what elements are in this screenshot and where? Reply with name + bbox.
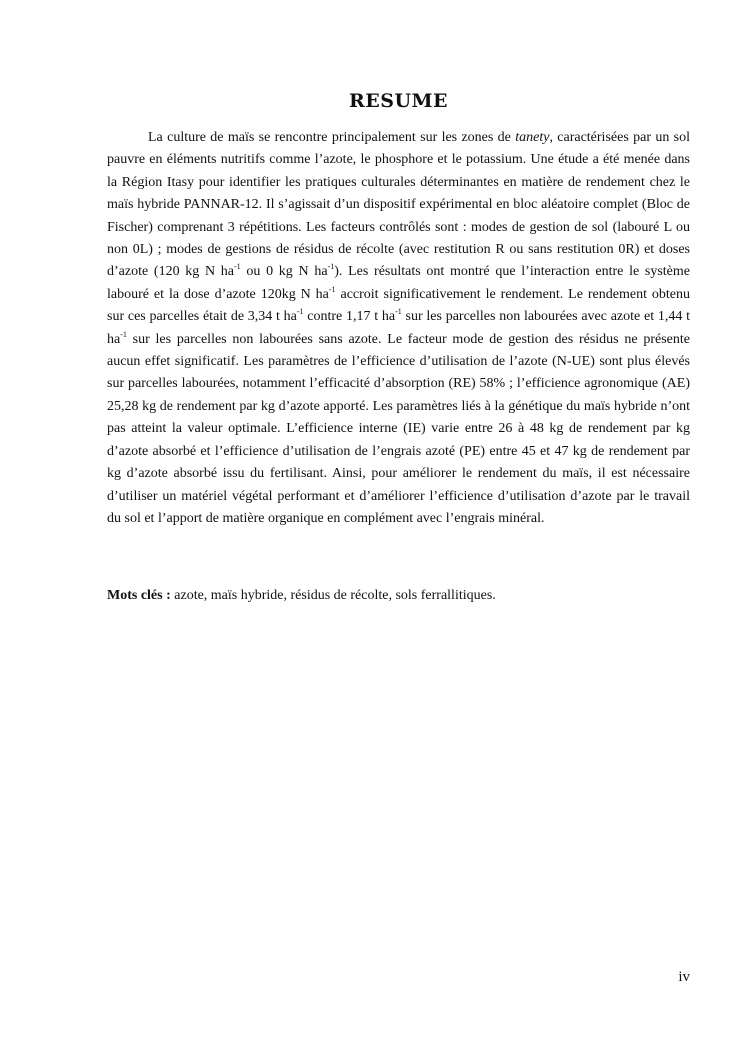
keywords-text: azote, maïs hybride, résidus de récolte, sols ferrallitiques. (170, 588, 496, 603)
abstract-text-6: contre 1,17 t ha (303, 309, 396, 325)
abstract-text-3: ou 0 kg N ha (240, 264, 328, 280)
abstract-text-7: sur les parcelles non labourées avec azote et 1,44 t ha (107, 309, 690, 347)
abstract-term-tanety: tanety (515, 130, 550, 145)
abstract-text-2: , caractérisées par un sol pauvre en éléments nutritifs comme l’azote, le phosphore et le potassium. Une étude a été menée dans la Région Itasy pour identifier les pratiques culturales déterminantes en matière de rendement chez le maïs hybride PANNAR-12. Il s’agissait d’un dispositif expérimental en bloc aléatoire complet (Bloc de Fischer) comprenant 3 répétitions. Les facteurs contrôlés sont : modes de gestion de sol (labouré L ou non 0L) ; modes de gestions de résidus de récolte (avec restitution R ou sans restitution 0R) et doses d’azote (120 kg N ha (107, 130, 690, 280)
superscript-exponent: -1 (234, 262, 241, 272)
abstract-text-5: accroit significativement le rendement. Le rendement obtenu sur ces parcelles était de 3,34 t ha (107, 286, 690, 325)
abstract-text-1: La culture de maïs se rencontre principalement sur les zones de (148, 130, 516, 145)
abstract-text-8: sur les parcelles non labourées sans azote. Le facteur mode de gestion des résidus ne présente aucun effet significatif. Les paramètres de l’efficience d’utilisation de l’azote (N-UE) sont plus élevés sur parcelles labourées, notamment l’efficacité d’absorption (RE) 58% ; l’efficience agronomique (AE) 25,28 kg de rendement par kg d’azote apporté. Les paramètres liés à la génétique du maïs hybride n’ont pas atteint la valeur optimale. L’efficience interne (IE) varie entre 26 à 48 kg de rendement par kg d’azote absorbé et l’efficience d’utilisation de l’engrais azoté (PE) entre 45 et 47 kg de rendement par kg d’azote absorbé issu du fertilisant. Ainsi, pour améliorer le rendement du maïs, il est nécessaire d’utiliser un matériel végétal performant et d’améliorer l’efficience d’utilisation d’azote par le travail du sol et l’apport de matière organique en complément avec l’engrais minéral. (107, 331, 690, 526)
superscript-exponent: -1 (120, 329, 127, 339)
page-title: RESUME (348, 90, 449, 112)
keywords-line (107, 585, 690, 607)
superscript-exponent: -1 (395, 307, 402, 317)
superscript-exponent: -1 (327, 262, 335, 272)
abstract-paragraph (107, 127, 690, 530)
page-number: iv (678, 969, 690, 985)
superscript-exponent: -1 (328, 284, 336, 294)
keywords-label: Mots clés : (107, 588, 171, 603)
abstract-text-4: ). Les résultats ont montré que l’interaction entre le système labouré et la dose d’azote 120kg N ha (107, 264, 691, 302)
superscript-exponent: -1 (296, 307, 304, 317)
